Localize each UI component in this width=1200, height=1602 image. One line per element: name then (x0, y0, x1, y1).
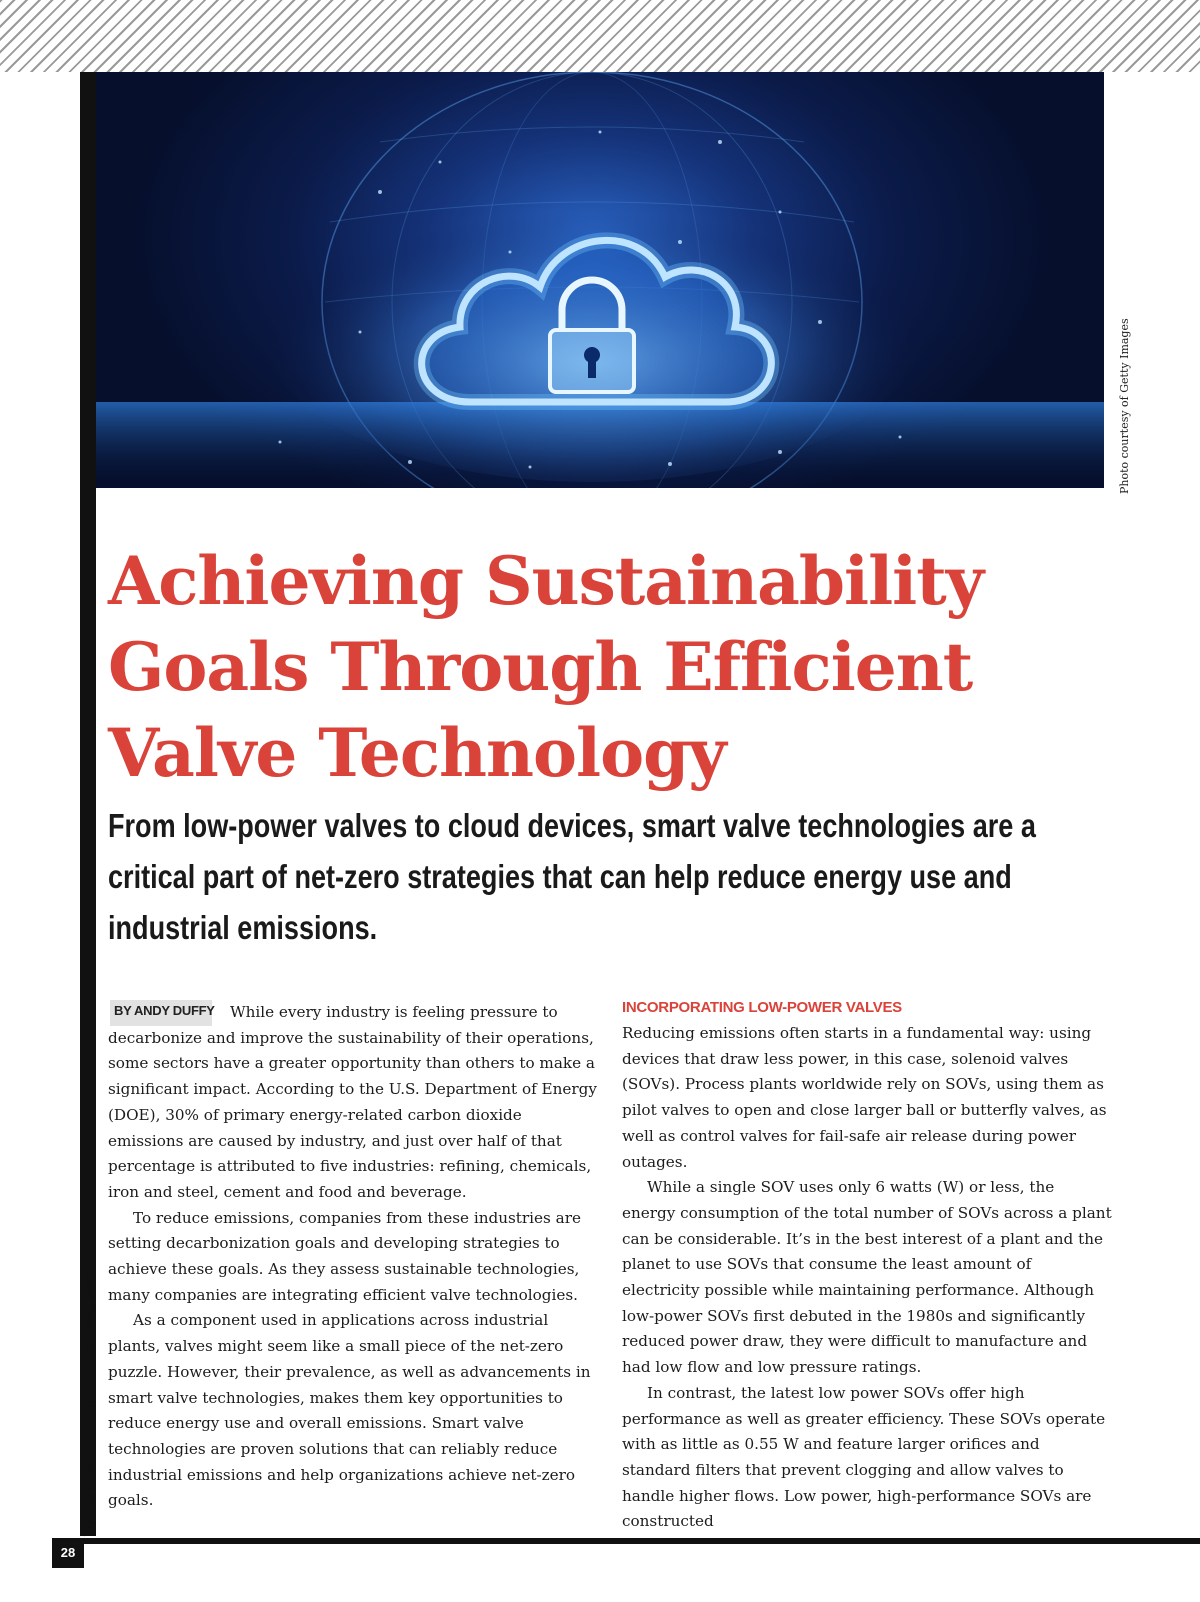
body-paragraph: While a single SOV uses only 6 watts (W) or less, the energy consumption of the total number of SOVs across a plant can be considerable. It’s in the best interest of a plant and the planet to use SOVs that consume the least amount of electricity possible while maintaining performance. Although low-power SOVs first debuted in the 1980s and significantly reduced power draw, they were difficult to manufacture and had low flow and low pressure ratings. (622, 1178, 1112, 1377)
body-paragraph: While every industry is feeling pressure to decarbonize and improve the sustainability of their operations, some sectors have a greater opportunity than others to make a significant impact. According to the U.S. Department of Energy (DOE), 30% of primary energy-related carbon dioxide emissions are caused by industry, and just over half of that percentage is attributed to five industries: refining, chemicals, iron and steel, cement and food and beverage. (108, 1003, 597, 1201)
body-paragraph: Reducing emissions often starts in a fundamental way: using devices that draw less power, in this case, solenoid valves (SOVs). Process plants worldwide rely on SOVs, using them as pilot valves to open and close larger ball or butterfly valves, as well as control valves for fail-safe air release during power outages. (622, 1024, 1107, 1171)
body-paragraph: As a component used in applications across industrial plants, valves might seem like a small piece of the net-zero puzzle. However, their prevalence, as well as advancements in smart valve technologies, makes them key opportunities to reduce energy use and overall emissions. Smart valve technologies are proven solutions that can reliably reduce industrial emissions and help organizations achieve net-zero goals. (108, 1311, 591, 1510)
top-hatch-band (0, 0, 1200, 72)
photo-credit: Photo courtesy of Getty Images (1118, 318, 1131, 494)
article-headline: Achieving Sustainability Goals Through Efficient Valve Technology (108, 542, 984, 792)
right-column (622, 997, 1112, 1535)
section-heading: INCORPORATING LOW-POWER VALVES (622, 999, 902, 1016)
hero-image (80, 72, 1104, 488)
left-column (108, 1000, 598, 1514)
issue-date: SPRING 2023 (82, 1270, 98, 1359)
magazine-name: VALVE MAGAZINE (81, 1374, 99, 1536)
body-paragraph: To reduce emissions, companies from these industries are setting decarbonization goals and developing strategies to achieve these goals. As they assess sustainable technologies, many companies are integrating efficient valve technologies. (108, 1208, 581, 1304)
byline: BY ANDY DUFFY (110, 1000, 212, 1026)
article-deck: From low-power valves to cloud devices, smart valve technologies are a critical part of net-zero strategies that can help reduce energy use and industrial emissions. (108, 807, 1036, 946)
body-paragraph: In contrast, the latest low power SOVs offer high performance as well as greater efficiency. These SOVs operate with as little as 0.55 W and feature larger orifices and standard filters that prevent clogging and allow valves to handle higher flows. Low power, high-performance SOVs are constructed (622, 1383, 1106, 1531)
cloud-security-illustration (80, 72, 1104, 488)
magazine-folio (80, 1216, 99, 1536)
bottom-rule (80, 1538, 1200, 1544)
page-number: 28 (52, 1538, 84, 1568)
